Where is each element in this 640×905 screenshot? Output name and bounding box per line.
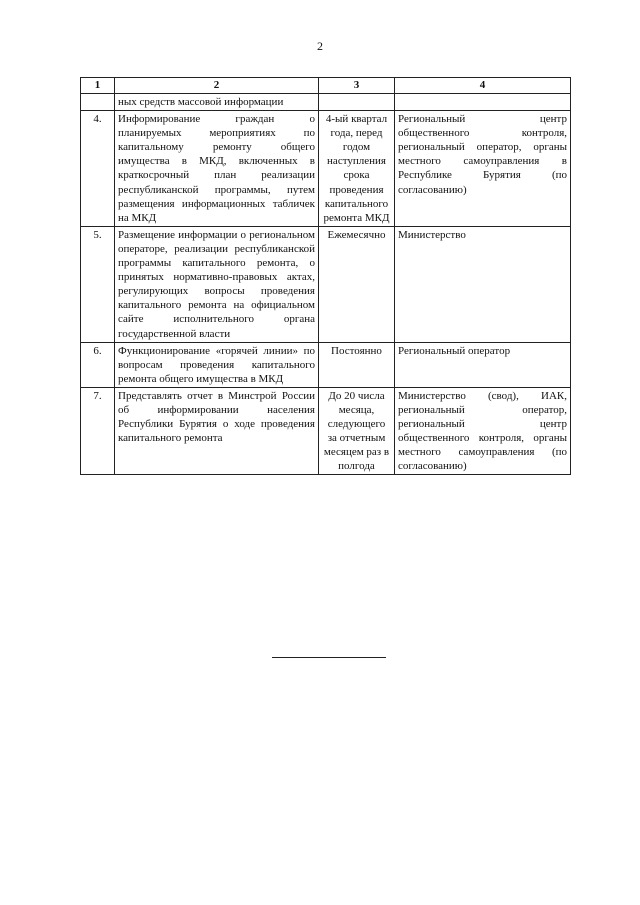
table-row xyxy=(81,226,571,342)
row-term: Ежемесячно xyxy=(319,226,395,342)
header-col-3: 3 xyxy=(319,78,395,94)
row-action: Размещение информации о региональном операторе, реализации республиканской программы капитального ремонта, о принятых нормативно-правовых актах, регулирующих вопросы проведения капитального ремонта на официальном сайте исполнительного органа государственной власти xyxy=(115,226,319,342)
row-number: 5. xyxy=(81,226,115,342)
row-term xyxy=(319,94,395,111)
row-executor xyxy=(395,94,571,111)
table-row xyxy=(81,387,571,475)
row-action: ных средств массовой информации xyxy=(115,94,319,111)
measures-table xyxy=(80,77,571,475)
header-col-1: 1 xyxy=(81,78,115,94)
row-term: 4-ый квартал года, перед годом наступления срока проведения капитального ремонта МКД xyxy=(319,111,395,227)
row-number: 7. xyxy=(81,387,115,475)
row-term: Постоянно xyxy=(319,342,395,387)
header-col-2: 2 xyxy=(115,78,319,94)
row-number: 6. xyxy=(81,342,115,387)
row-action: Представлять отчет в Минстрой России об информировании населения Республики Бурятия о ходе проведения капитального ремонта xyxy=(115,387,319,475)
row-executor: Министерство xyxy=(395,226,571,342)
end-of-document-rule xyxy=(272,657,386,658)
page-number: 2 xyxy=(317,39,323,53)
row-action: Информирование граждан о планируемых мероприятиях по капитальному ремонту общего имущества в МКД, включенных в краткосрочный план реализации республиканской программы, путем размещения информационных табличек на МКД xyxy=(115,111,319,227)
row-action: Функционирование «горячей линии» по вопросам проведения капитального ремонта общего имущества в МКД xyxy=(115,342,319,387)
row-executor: Региональный оператор xyxy=(395,342,571,387)
row-number xyxy=(81,94,115,111)
row-number: 4. xyxy=(81,111,115,227)
row-executor: Министерство (свод), ИАК, региональный оператор, региональный центр общественного контроля, органы местного самоуправления (по согласованию) xyxy=(395,387,571,475)
table-row xyxy=(81,94,571,111)
row-term: До 20 числа месяца, следующего за отчетным месяцем раз в полгода xyxy=(319,387,395,475)
row-executor: Региональный центр общественного контроля, региональный оператор, органы местного самоуправления в Республике Бурятия (по согласованию) xyxy=(395,111,571,227)
table-header-row xyxy=(81,78,571,94)
table-row xyxy=(81,342,571,387)
header-col-4: 4 xyxy=(395,78,571,94)
table-row xyxy=(81,111,571,227)
